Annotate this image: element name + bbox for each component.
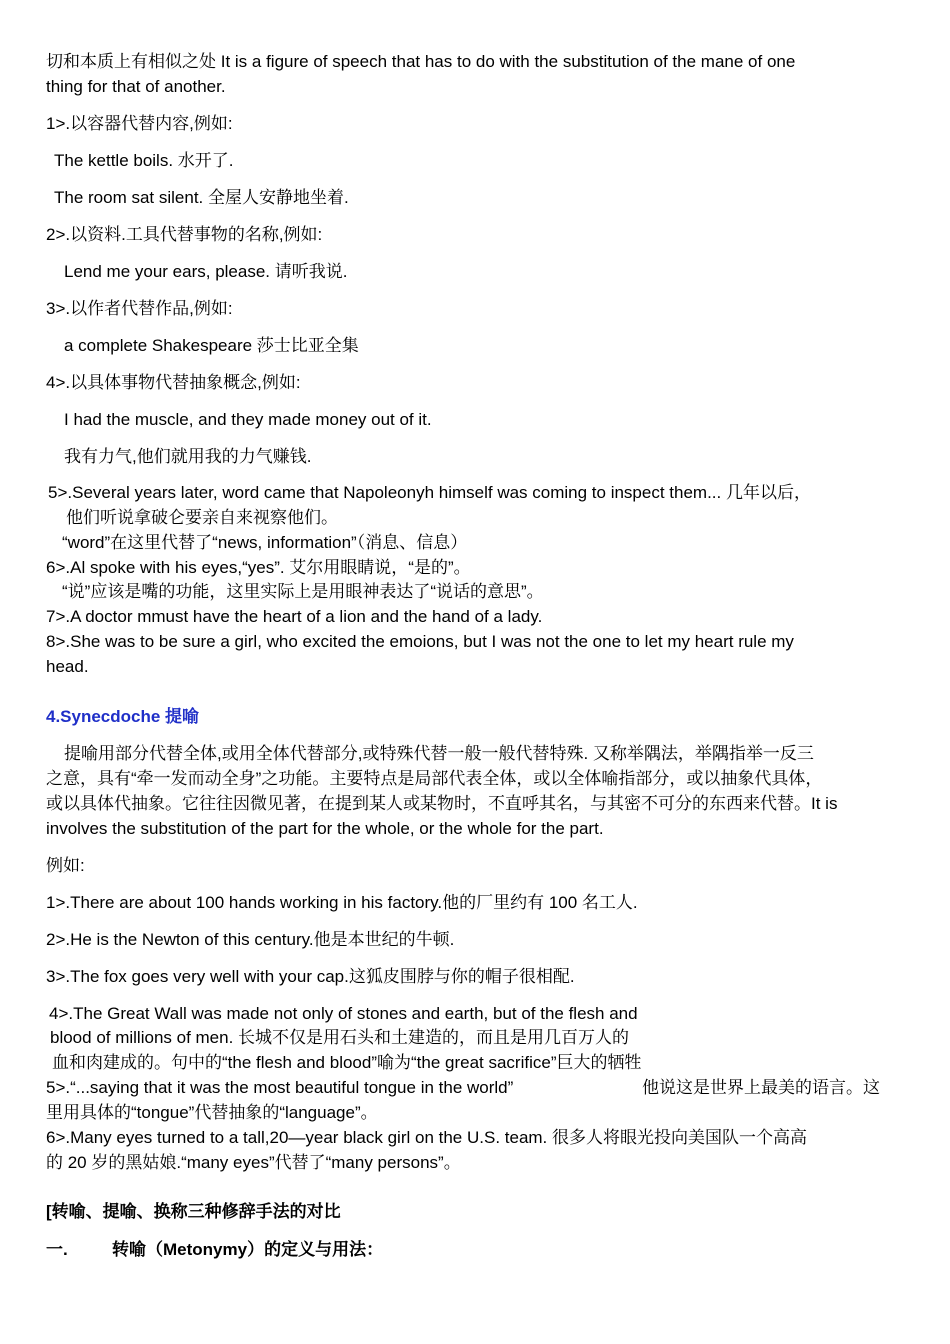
synecdoche-para-2: 之意，具有“牵一发而动全身”之功能。主要特点是局部代表全体，或以全体喻指部分，或以抽象代具体， [46,769,823,788]
synecdoche-example-4-a: 4>.The Great Wall was made not only of stones and earth, but of the flesh and [49,1004,638,1023]
synecdoche-example-2: 2>.He is the Newton of this century.他是本世纪的牛顿. [46,930,455,949]
example-1-title: 1>.以容器代替内容,例如: [46,114,233,133]
example-1-b: The room sat silent. 全屋人安静地坐着. [54,188,349,207]
example-4-title: 4>.以具体事物代替抽象概念,例如: [46,373,301,392]
comparison-heading: [转喻、提喻、换称三种修辞手法的对比 [46,1202,341,1221]
comparison-sub-number: 一. [46,1240,68,1259]
example-6-a: 6>.Al spoke with his eyes,“yes”. 艾尔用眼睛说，“是的”。 [46,558,471,577]
synecdoche-example-5-b: 里用具体的“tongue”代替抽象的“language”。 [46,1103,378,1122]
intro-line-2: thing for that of another. [46,77,226,96]
example-1-a: The kettle boils. 水开了. [54,151,234,170]
example-label: 例如: [46,856,85,875]
synecdoche-example-1: 1>.There are about 100 hands working in his factory.他的厂里约有 100 名工人. [46,893,638,912]
intro-line-1: 切和本质上有相似之处 It is a figure of speech that has to do with the substitution of the mane of one [46,52,796,71]
synecdoche-example-6-b: 的 20 岁的黑姑娘.“many eyes”代替了“many persons”。 [46,1153,461,1172]
synecdoche-example-5-translation: 他说这是世界上最美的语言。这 [642,1078,880,1097]
synecdoche-para-3: 或以具体代抽象。它往往因微见著，在提到某人或某物时，不直呼其名，与其密不可分的东西来代替。It is [46,794,838,813]
example-8-b: head. [46,657,89,676]
example-2-a: Lend me your ears, please. 请听我说. [64,262,348,281]
example-5-b: 他们听说拿破仑要亲自来视察他们。 [66,508,338,527]
example-6-b: “说”应该是嘴的功能，这里实际上是用眼神表达了“说话的意思”。 [62,582,544,601]
example-2-title: 2>.以资料.工具代替事物的名称,例如: [46,225,323,244]
example-5-c: “word”在这里代替了“news, information”（消息、信息） [62,533,468,552]
example-5-a: 5>.Several years later, word came that Napoleonyh himself was coming to inspect them... 几年以后， [48,483,811,502]
synecdoche-heading: 4.Synecdoche 提喻 [46,707,200,726]
synecdoche-example-4-b: blood of millions of men. 长城不仅是用石头和土建造的，而且是用几百万人的 [50,1028,630,1047]
example-4-a: I had the muscle, and they made money out of it. [64,410,432,429]
synecdoche-para-4: involves the substitution of the part for the whole, or the whole for the part. [46,819,604,838]
example-7: 7>.A doctor mmust have the heart of a lion and the hand of a lady. [46,607,543,626]
comparison-sub-heading: 转喻（Metonymy）的定义与用法： [112,1240,384,1259]
synecdoche-example-4-c: 血和肉建成的。句中的“the flesh and blood”喻为“the great sacrifice”巨大的牺牲 [52,1053,642,1072]
synecdoche-example-5-a: 5>.“...saying that it was the most beautiful tongue in the world” [46,1078,514,1097]
example-3-a: a complete Shakespeare 莎士比亚全集 [64,336,359,355]
synecdoche-example-6-a: 6>.Many eyes turned to a tall,20—year black girl on the U.S. team. 很多人将眼光投向美国队一个高高 [46,1128,808,1147]
example-3-title: 3>.以作者代替作品,例如: [46,299,233,318]
synecdoche-example-3: 3>.The fox goes very well with your cap.这狐皮围脖与你的帽子很相配. [46,967,575,986]
synecdoche-para-1: 提喻用部分代替全体,或用全体代替部分,或特殊代替一般一般代替特殊. 又称举隅法，举隅指举一反三 [64,744,814,763]
example-8-a: 8>.She was to be sure a girl, who excited the emoions, but I was not the one to let my heart rule my [46,632,794,651]
example-4-b: 我有力气,他们就用我的力气赚钱. [64,447,312,466]
